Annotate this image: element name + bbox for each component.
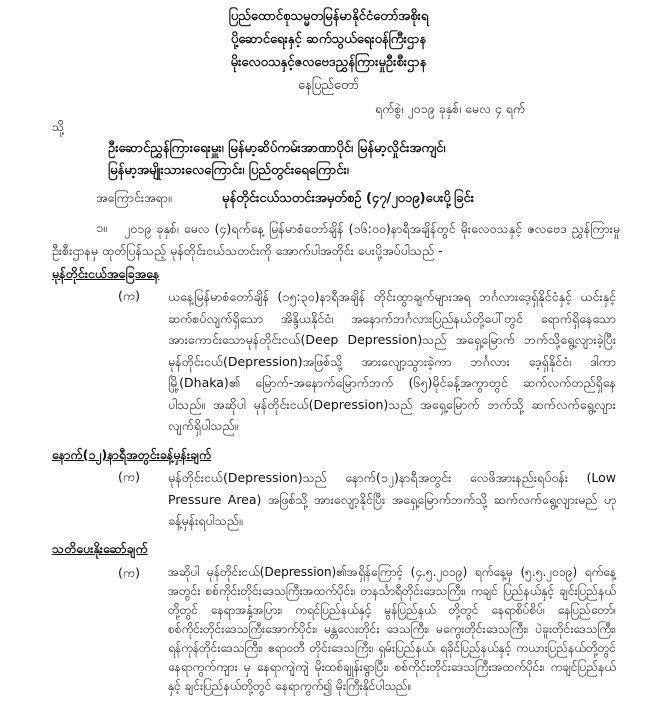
section-paragraph-forecast: မုန်တိုင်းငယ်(Depression)သည် နောက်(၁၂)နာရီအတွင်း လေဖိအားနည်းရပ်ဝန်း (Low Pressure Area) အဖြစ်သို့ အားလျော့နိုင်ပြီး အရှေ့မြောက်ဘက်သို့ ဆက်လက်ရွေ့လျားမည် ဟု ခန့်မှန်းရပါသည်။ bbox=[168, 470, 616, 528]
header-line-city: နေပြည်တော် bbox=[297, 78, 359, 93]
letter-date: ရက်စွဲ၊ ၂၀၁၉ ခုနှစ်၊ မေလ ၄ ရက် bbox=[375, 101, 526, 116]
section-item-label: (က) bbox=[118, 288, 140, 303]
intro-paragraph: ၂၀၁၉ ခုနှစ်၊ မေလ (၄)ရက်နေ့ မြန်မာစံတော်ချိန် (၁၆:၀၀)နာရီအချိန်တွင် မိုးလေဝသနှင့် ဇလဗေဒ ညွှန်ကြားမှုဦးစီးဌာနမှ ထုတ်ပြန်သည့် မုန်တိုင်းငယ်သတင်းကို အောက်ပါအတိုင်း ပေးပို့အပ်ပါသည် - bbox=[52, 221, 620, 258]
intro-number: ၁။ bbox=[96, 220, 107, 235]
section-paragraph-condition: ယနေ့မြန်မာစံတော်ချိန် (၁၅:၃၀)နာရီအချိန် တိုင်းထွာချက်များအရ ဘင်္ဂလားဒေ့ရှ်နိုင်ငံနှင့် ယင်းနှင့် ဆက်စပ်လျက်ရှိသော အိန္ဒိယနိုင်ငံ၊ အနောက်ဘင်္ဂလားပြည်နယ်တို့ပေါ်တွင် ရောက်ရှိနေသော အားကောင်းသောမုန်တိုင်းငယ်(Deep Depression)သည် အရှေ့မြောက် ဘက်သို့ရွေ့လျားခဲ့ပြီး မုန်တိုင်းငယ်(Depression)အဖြစ်သို့ အားလျော့သွားခဲ့ကာ ဘင်္ဂလား ဒေ့ရှ်နိုင်ငံ၊ ဒါကာမြို့(Dhaka)၏ မြောက်-အနောက်မြောက်ဘက် (၆၅)မိုင်ခန့်အကွာတွင် ဆက်လက်တည်ရှိနေပါသည်။ အဆိုပါ မုန်တိုင်းငယ်(Depression)သည် အရှေ့မြောက် ဘက်သို့ ဆက်လက်ရွေ့လျားလျက်ရှိပါသည်။ bbox=[168, 289, 616, 433]
header-line-government: ပြည်ထောင်စုသမ္မတမြန်မာနိုင်ငံတော်အစိုးရ bbox=[228, 9, 429, 24]
recipients-line-2: မြန်မာ့အမျိုးသားလေကြောင်း၊ ပြည်တွင်းရေကြောင်း၊ bbox=[108, 163, 349, 178]
section-paragraph-warning: အဆိုပါ မုန်တိုင်းငယ်(Depression)၏အရှိန်ကြောင့် (၄.၅.၂၀၁၉) ရက်နေ့မှ (၅.၅.၂၀၁၉) ရက်နေ့အတွင်း စစ်ကိုင်းတိုင်းဒေသကြီးအထက်ပိုင်း၊ တနင်္သာရီတိုင်းဒေသကြီး၊ ကချင် ပြည်နယ်နှင့် ချင်းပြည်နယ်တို့တွင် နေရာအနှံ့အပြား၊ ကရင်ပြည်နယ်နှင့် မွန်ပြည်နယ် တို့တွင် နေရာစိပ်စိပ်၊ နေပြည်တော်၊ စစ်ကိုင်းတိုင်းဒေသကြီးအောက်ပိုင်း၊ မန္တလေးတိုင်း ဒေသကြီး၊ မကွေးတိုင်းဒေသကြီး၊ ပဲခူးတိုင်းဒေသကြီး၊ ရန်ကုန်တိုင်းဒေသကြီး၊ ဧရာဝတီ တိုင်းဒေသကြီး၊ ရှမ်းပြည်နယ်၊ ရခိုင်ပြည်နယ်နှင့် ကယားပြည်နယ်တို့တွင် နေရာကွက်ကျား မှ နေရာကျဲကျဲ မိုးထစ်ချုန်းရွာပြီး၊ စစ်ကိုင်းတိုင်းဒေသကြီးအထက်ပိုင်း၊ ကချင်ပြည်နယ်နှင့် ချင်းပြည်နယ်တို့တွင် နေရာကွက်၍ မိုးကြီးနိုင်ပါသည်။ bbox=[168, 565, 616, 693]
section-heading-forecast: နောက်(၁၂)နာရီအတွင်းခန့်မှန်းချက် bbox=[52, 447, 212, 462]
section-item-label: (က) bbox=[118, 565, 140, 580]
section-heading-warning: သတိပေးနိုးဆော်ချက် bbox=[52, 541, 148, 556]
subject-label: အကြောင်းအရာ။ bbox=[96, 190, 172, 205]
header-line-department: မိုးလေဝသနှင့်ဇလဗေဒညွှန်ကြားမှုဦးစီးဌာန bbox=[230, 55, 427, 70]
section-heading-condition: မုန်တိုင်းငယ်အခြေအနေ bbox=[52, 266, 160, 281]
recipients-line-1: ဦးဆောင်ညွှန်ကြားရေးမှူး၊ မြန်မာ့ဆိပ်ကမ်းအာဏာပိုင်၊ မြန်မာ့လှိုင်းအကျင်၊ bbox=[108, 141, 446, 156]
header-line-ministry: ပို့ဆောင်ရေးနှင့် ဆက်သွယ်ရေးဝန်ကြီးဌာန bbox=[230, 32, 427, 47]
subject-text: မုန်တိုင်းငယ်သတင်းအမှတ်စဉ် (၄၇/၂၀၁၉)ပေးပို့ခြင်း bbox=[222, 191, 475, 206]
to-label: သို့ bbox=[52, 119, 65, 134]
section-item-label: (က) bbox=[118, 469, 140, 484]
